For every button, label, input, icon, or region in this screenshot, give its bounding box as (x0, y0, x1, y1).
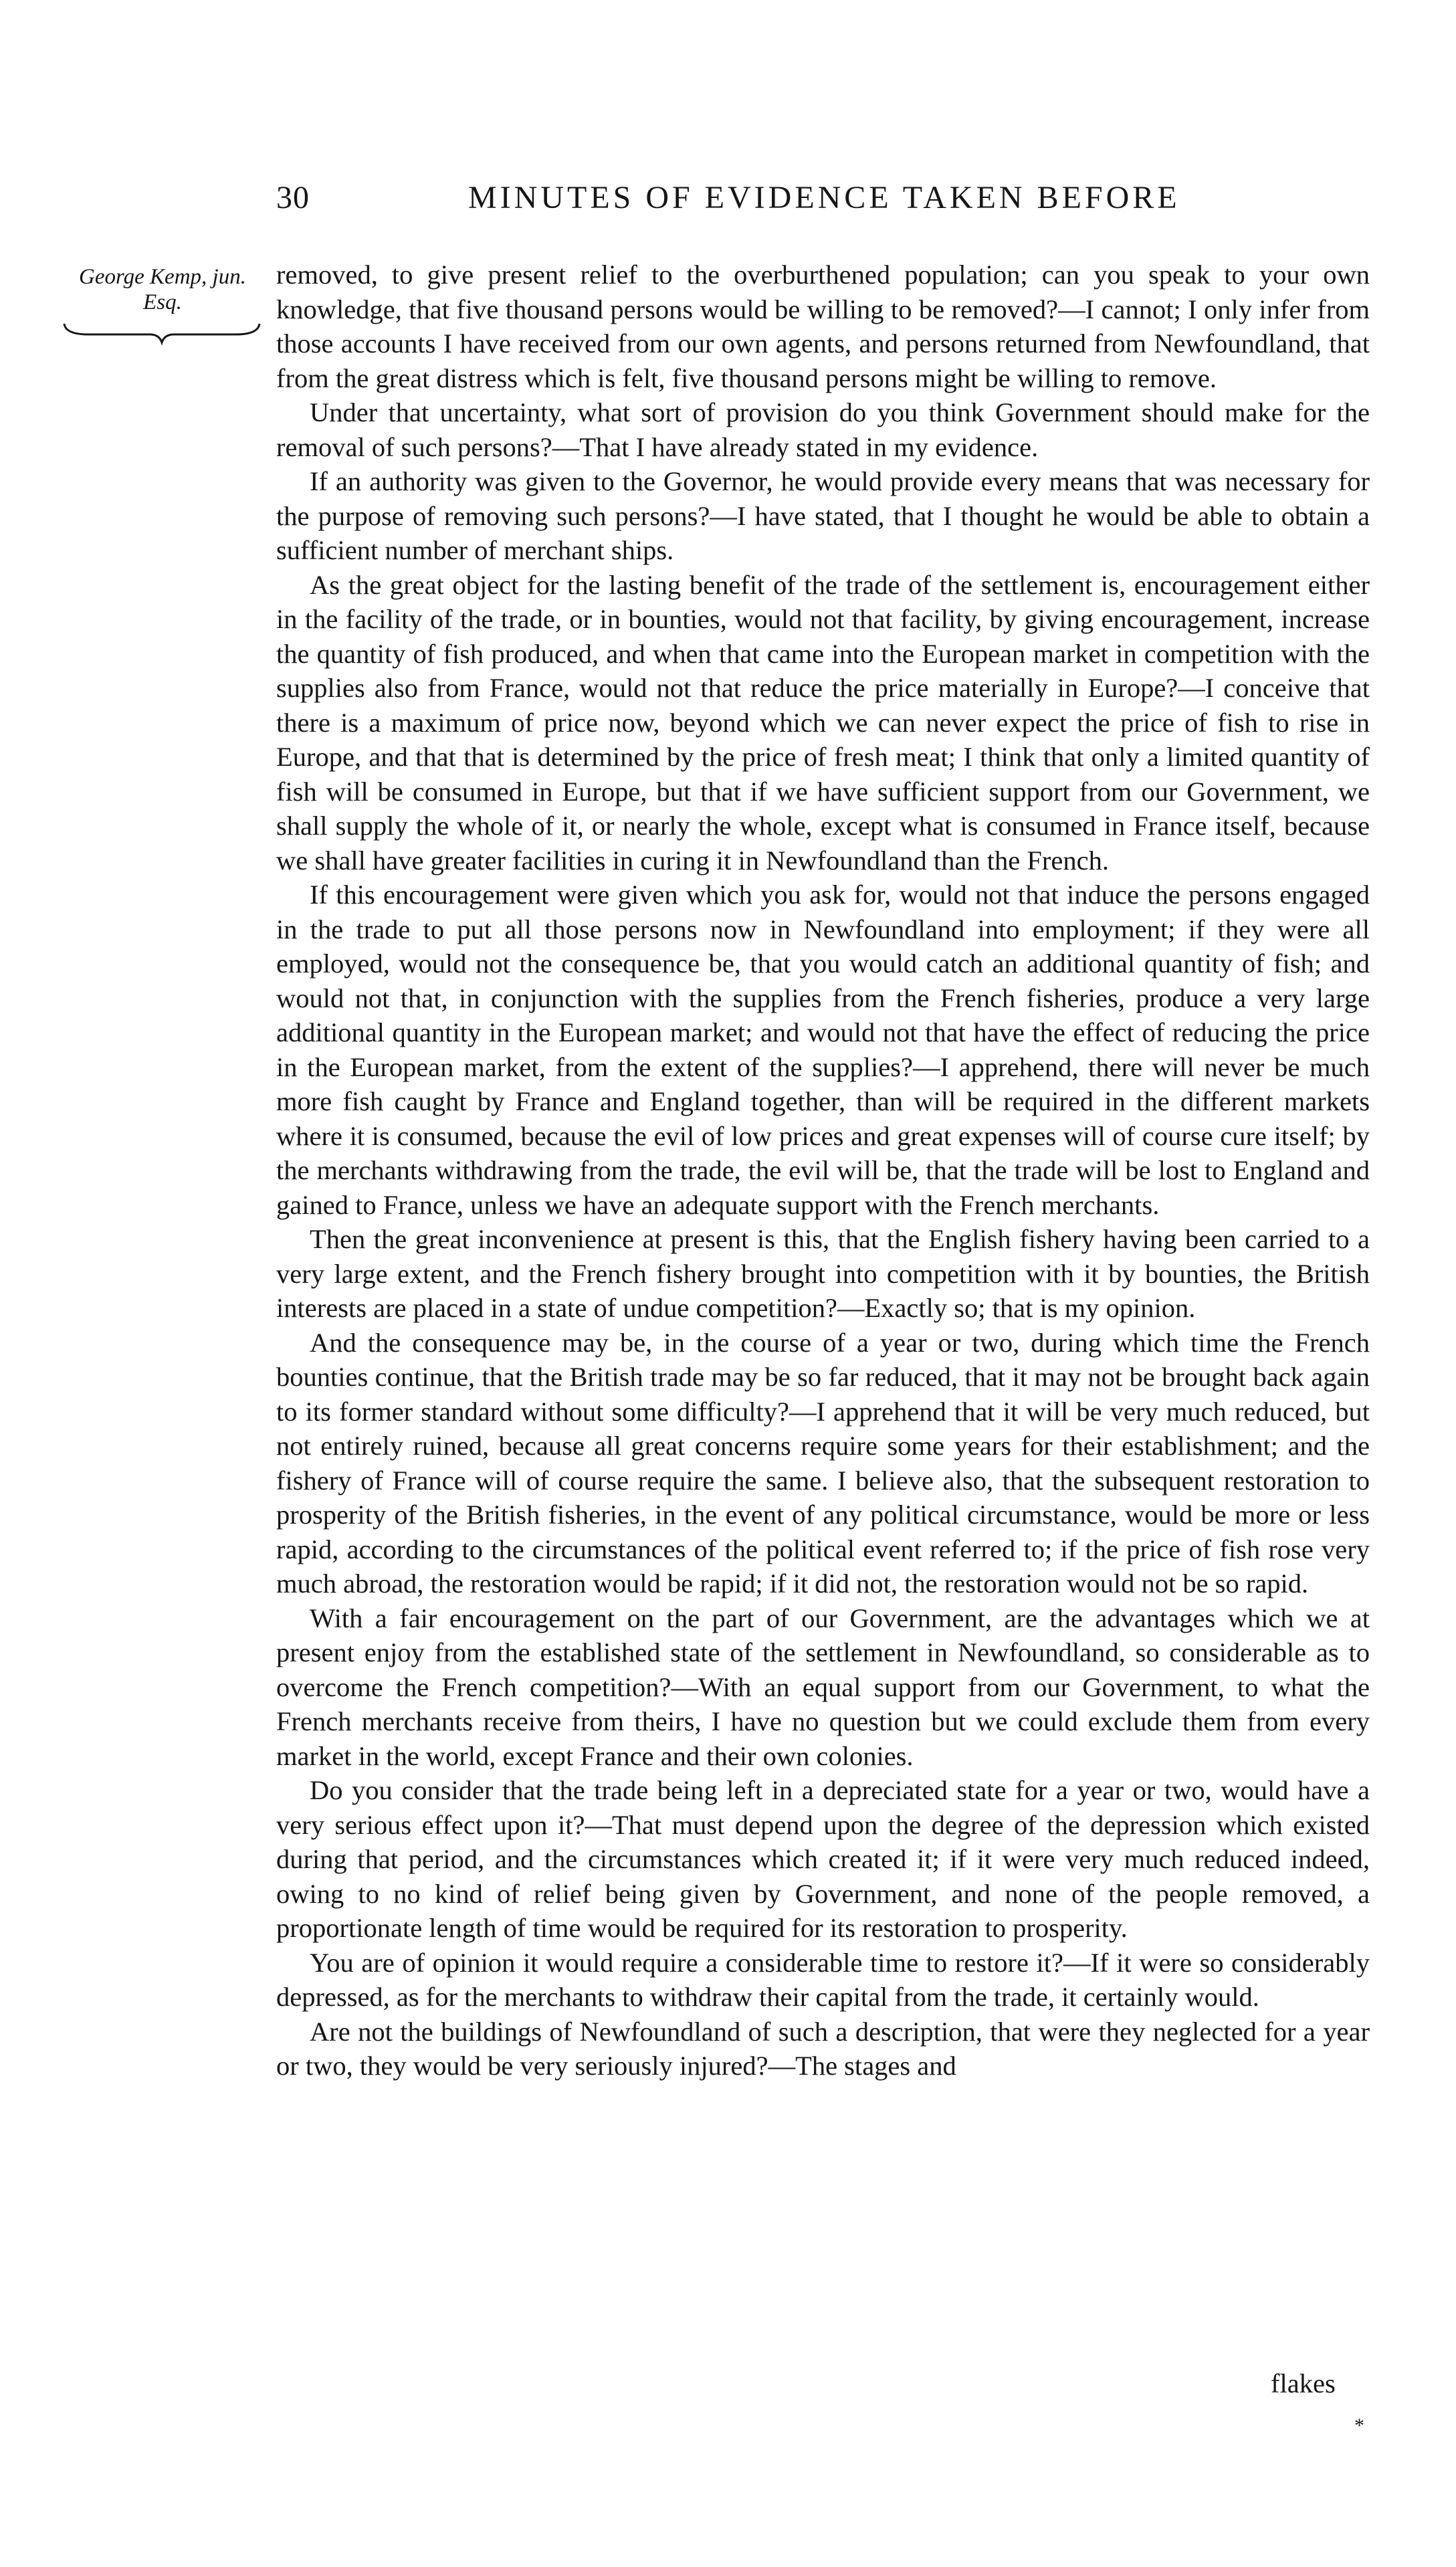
paragraph: If this encouragement were given which you ask for, would not that induce the persons engaged in the trade to put all those persons now in Newfoundland into employment; if they were all employed, would not the consequence be, that you would catch an additional quantity of fish; and would not that, in conjunction with the supplies from the French fisheries, produce a very large additional quantity in the European market; and would not that have the effect of reducing the price in the European market, from the extent of the supplies?—I apprehend, there will never be much more fish caught by France and England together, than will be required in the different markets where it is consumed, because the evil of low prices and great expenses will of course cure itself; by the merchants withdrawing from the trade, the evil will be, that the trade will be lost to England and gained to France, unless we have an adequate support with the French merchants. (276, 880, 1370, 1220)
paragraph: removed, to give present relief to the overburthened population; can you speak to your own knowledge, that five thousand persons would be willing to be removed?—I cannot; I only infer from those accounts I have received from our own agents, and persons returned from Newfoundland, that from the great distress which is felt, five thousand persons might be willing to remove. (276, 260, 1370, 393)
brace-icon (62, 320, 262, 346)
paragraph: If an authority was given to the Governor, he would provide every means that was necessary for the purpose of removing such persons?—I have stated, that I thought he would be able to obtain a sufficient number of merchant ships. (276, 466, 1370, 565)
paragraph: As the great object for the lasting benefit of the trade of the settlement is, encouragement either in the facility of the trade, or in bounties, would not that facility, by giving encouragement, increase the quantity of fish produced, and when that came into the European market in competition with the supplies also from France, would not that reduce the price materially in Europe?—I conceive that there is a maximum of price now, beyond which we can never expect the price of fish to rise in Europe, and that that is determined by the price of fresh meat; I think that only a limited quantity of fish will be consumed in Europe, but that if we have sufficient support from our Government, we shall supply the whole of it, or nearly the whole, except what is consumed in France itself, because we shall have greater facilities in curing it in Newfoundland than the French. (276, 569, 1370, 876)
paragraph: Do you consider that the trade being left in a depreciated state for a year or two, would have a very serious effect upon it?—That must depend upon the degree of the depression which existed during that period, and the circumstances which created it; if it were very much reduced indeed, owing to no kind of relief being given by Government, and none of the people removed, a proportionate length of time would be required for its restoration to prosperity. (276, 1775, 1370, 1943)
paragraph: And the consequence may be, in the course of a year or two, during which time the French bounties continue, that the British trade may be so far reduced, that it may not be brought back again to its former standard without some difficulty?—I apprehend that it will be very much reduced, but not entirely ruined, because all great concerns require some years for their establishment; and the fishery of France will of course require the same. I believe also, that the subsequent restoration to prosperity of the British fisheries, in the event of any political circumstance, would be more or less rapid, according to the circumstances of the political event referred to; if the price of fish rose very much abroad, the restoration would be rapid; if it did not, the restoration would not be so rapid. (276, 1327, 1370, 1599)
body-text (276, 258, 1370, 2083)
paragraph: Then the great inconvenience at present is this, that the English fishery having been carried to a very large extent, and the French fishery brought into competition with it by bounties, the British interests are placed in a state of undue competition?—Exactly so; that is my opinion. (276, 1224, 1370, 1323)
paragraph: Are not the buildings of Newfoundland of such a description, that were they neglected for a year or two, they would be very seriously injured?—The stages and (276, 2016, 1370, 2081)
catchword: flakes (1271, 2368, 1336, 2398)
paragraph: Under that uncertainty, what sort of provision do you think Government should make for the removal of such persons?—That I have already stated in my evidence. (276, 397, 1370, 462)
witness-title: Esq. (143, 290, 182, 314)
running-title: MINUTES OF EVIDENCE TAKEN BEFORE (468, 180, 1180, 215)
witness-name: George Kemp, jun. (79, 265, 246, 289)
page-number: 30 (276, 180, 310, 215)
signature-mark: * (1354, 2415, 1364, 2437)
paragraph: With a fair encouragement on the part of our Government, are the advantages which we at present enjoy from the established state of the settlement in Newfoundland, so considerable as to overcome the French competition?—With an equal support from our Government, to what the French merchants receive from theirs, I have no question but we could exclude them from every market in the world, except France and their own colonies. (276, 1603, 1370, 1771)
paragraph: You are of opinion it would require a considerable time to restore it?—If it were so considerably depressed, as for the merchants to withdraw their capital from the trade, it certainly would. (276, 1947, 1370, 2012)
margin-note (52, 264, 273, 315)
